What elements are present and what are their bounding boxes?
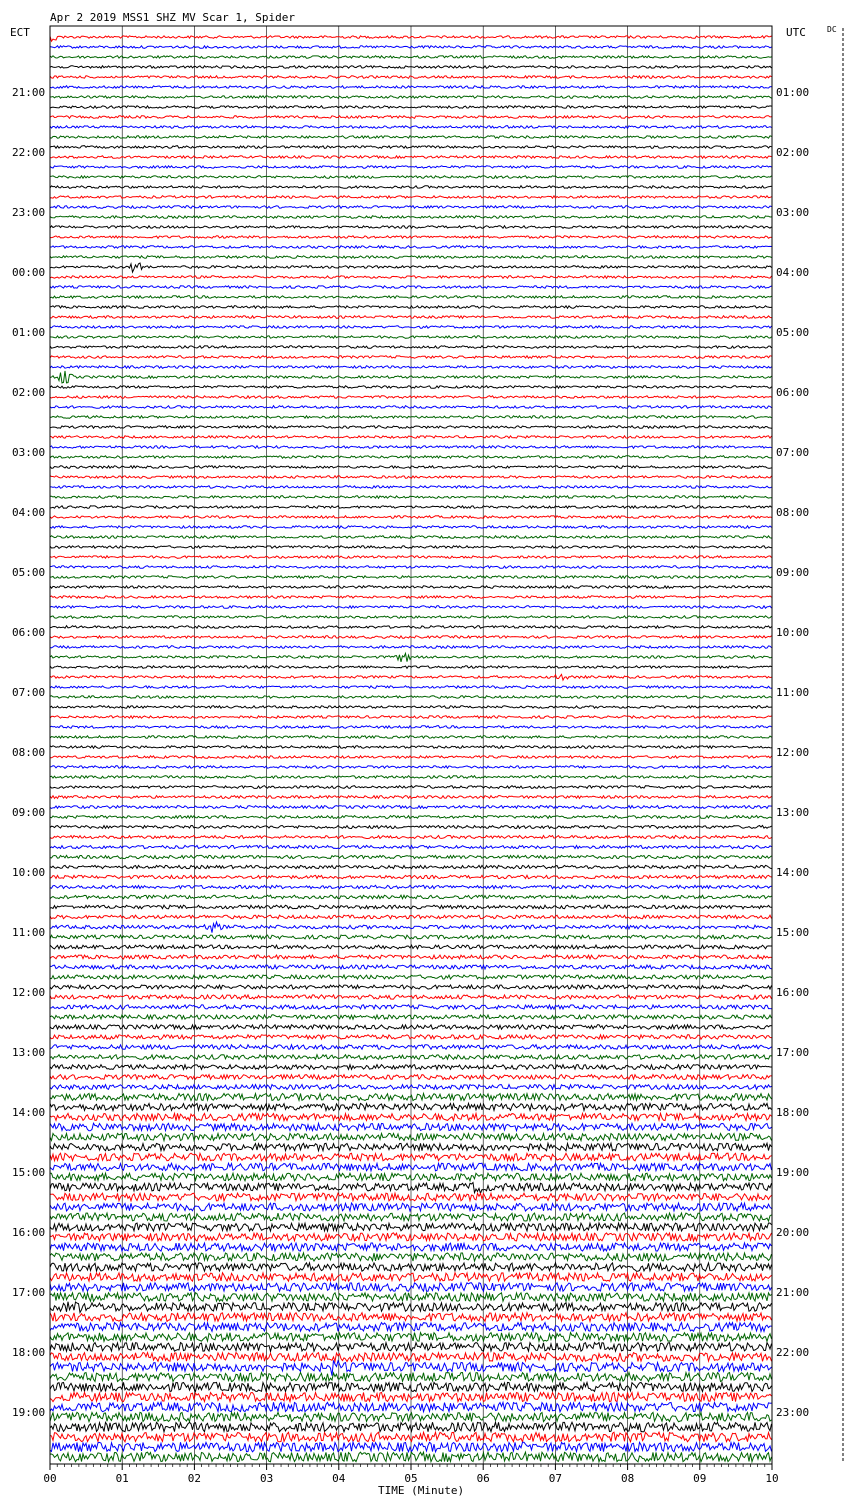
right-hour-label: 15:00	[776, 926, 810, 939]
x-axis-ticks	[43, 1464, 778, 1485]
right-hour-label: 18:00	[776, 1106, 810, 1119]
right-hour-label: 08:00	[776, 506, 810, 519]
right-hour-label: 17:00	[776, 1046, 810, 1059]
left-hour-label: 21:00	[12, 86, 46, 99]
left-hour-label: 16:00	[12, 1226, 46, 1239]
left-hour-label: 10:00	[12, 866, 46, 879]
right-hour-label: 03:00	[776, 206, 810, 219]
left-hour-label: 01:00	[12, 326, 46, 339]
left-hour-label: 15:00	[12, 1166, 46, 1179]
right-hour-label: 22:00	[776, 1346, 810, 1359]
right-hour-label: 13:00	[776, 806, 810, 819]
right-hour-label: 20:00	[776, 1226, 810, 1239]
x-axis-label: TIME (Minute)	[378, 1484, 465, 1497]
right-hour-label: 12:00	[776, 746, 810, 759]
right-hour-label: 16:00	[776, 986, 810, 999]
x-tick-label: 01	[115, 1472, 129, 1485]
left-hour-label: 03:00	[12, 446, 46, 459]
x-tick-label: 07	[548, 1472, 563, 1485]
left-hour-label: 12:00	[12, 986, 46, 999]
x-tick-label: 09	[693, 1472, 707, 1485]
left-hour-label: 17:00	[12, 1286, 46, 1299]
left-hour-label: 18:00	[12, 1346, 46, 1359]
right-hour-label: 09:00	[776, 566, 810, 579]
left-hour-label: 05:00	[12, 566, 46, 579]
x-tick-label: 08	[620, 1472, 635, 1485]
chart-title: Apr 2 2019 MSS1 SHZ MV Scar 1, Spider	[50, 11, 296, 24]
right-axis-label: UTC	[786, 26, 806, 39]
right-hour-label: 21:00	[776, 1286, 810, 1299]
right-hour-label: 04:00	[776, 266, 810, 279]
left-hour-label: 09:00	[12, 806, 46, 819]
right-hour-label: 19:00	[776, 1166, 810, 1179]
right-hour-label: 23:00	[776, 1406, 810, 1419]
x-tick-label: 06	[476, 1472, 490, 1485]
left-axis-label: ECT	[10, 26, 30, 39]
left-hour-label: 23:00	[12, 206, 46, 219]
left-hour-label: 08:00	[12, 746, 46, 759]
right-hour-label: 01:00	[776, 86, 810, 99]
left-hour-label: 19:00	[12, 1406, 46, 1419]
right-time-labels	[776, 86, 809, 1419]
x-tick-label: 02	[187, 1472, 202, 1485]
left-hour-label: 14:00	[12, 1106, 46, 1119]
corner-label: DC	[827, 25, 837, 34]
x-tick-label: 00	[43, 1472, 57, 1485]
right-hour-label: 06:00	[776, 386, 810, 399]
left-hour-label: 13:00	[12, 1046, 46, 1059]
right-hour-label: 07:00	[776, 446, 810, 459]
left-hour-label: 07:00	[12, 686, 46, 699]
left-hour-label: 11:00	[12, 926, 46, 939]
left-hour-label: 22:00	[12, 146, 46, 159]
x-tick-label: 05	[404, 1472, 418, 1485]
right-hour-label: 11:00	[776, 686, 810, 699]
x-tick-label: 10	[765, 1472, 779, 1485]
right-hour-label: 05:00	[776, 326, 810, 339]
right-hour-label: 02:00	[776, 146, 810, 159]
left-hour-label: 04:00	[12, 506, 46, 519]
right-hour-label: 14:00	[776, 866, 810, 879]
x-tick-label: 03	[259, 1472, 274, 1485]
left-hour-label: 06:00	[12, 626, 46, 639]
right-hour-label: 10:00	[776, 626, 810, 639]
x-tick-label: 04	[332, 1472, 346, 1485]
left-hour-label: 02:00	[12, 386, 46, 399]
left-hour-label: 00:00	[12, 266, 46, 279]
left-time-labels	[12, 86, 45, 1419]
